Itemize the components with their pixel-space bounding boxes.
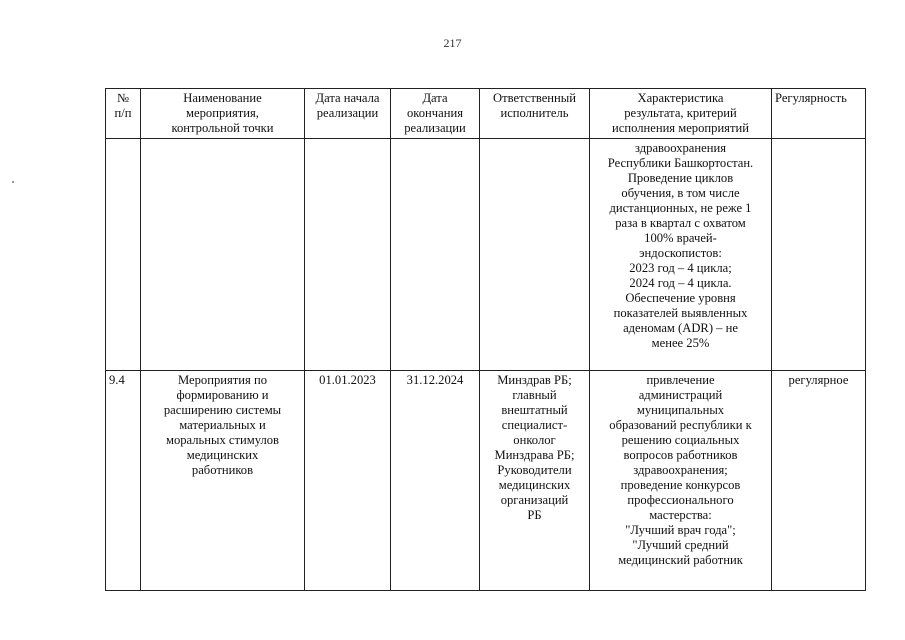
scan-speck bbox=[12, 181, 14, 183]
header-executor: Ответственный исполнитель bbox=[480, 89, 590, 139]
cell-executor: Минздрав РБ; главный внештатный специалист- онколог Минздрава РБ; Руководители медицинских организаций РБ bbox=[480, 371, 590, 591]
cell-name bbox=[141, 139, 305, 371]
cell-start-date: 01.01.2023 bbox=[305, 371, 391, 591]
table-header-row bbox=[106, 89, 866, 139]
cell-regularity bbox=[772, 139, 866, 371]
header-start-date: Дата начала реализации bbox=[305, 89, 391, 139]
header-end-date: Дата окончания реализации bbox=[391, 89, 480, 139]
cell-regularity: регулярное bbox=[772, 371, 866, 591]
cell-result: здравоохранения Республики Башкортостан. Проведение циклов обучения, в том числе дистанционных, не реже 1 раза в квартал с охватом 100% врачей- эндоскопистов: 2023 год – 4 цикла; 2024 год – 4 цикла. Обеспечение уровня показателей выявленных аденомам (ADR) – не менее 25% bbox=[590, 139, 772, 371]
table-row-9-4 bbox=[106, 371, 866, 591]
cell-end-date: 31.12.2024 bbox=[391, 371, 480, 591]
cell-name: Мероприятия по формированию и расширению системы материальных и моральных стимулов медицинских работников bbox=[141, 371, 305, 591]
header-name: Наименование мероприятия, контрольной точки bbox=[141, 89, 305, 139]
measures-table bbox=[105, 88, 866, 591]
header-result: Характеристика результата, критерий исполнения мероприятий bbox=[590, 89, 772, 139]
cell-result: привлечение администраций муниципальных образований республики к решению социальных вопросов работников здравоохранения; проведение конкурсов профессионального мастерства: "Лучший врач года"; "Лучший средний медицинский работник bbox=[590, 371, 772, 591]
table-row-continuation bbox=[106, 139, 866, 371]
cell-executor bbox=[480, 139, 590, 371]
cell-end-date bbox=[391, 139, 480, 371]
page-number: 217 bbox=[443, 36, 462, 50]
cell-num bbox=[106, 139, 141, 371]
cell-num: 9.4 bbox=[106, 371, 141, 591]
header-num: № п/п bbox=[106, 89, 141, 139]
header-regularity: Регулярность bbox=[772, 89, 866, 139]
cell-start-date bbox=[305, 139, 391, 371]
